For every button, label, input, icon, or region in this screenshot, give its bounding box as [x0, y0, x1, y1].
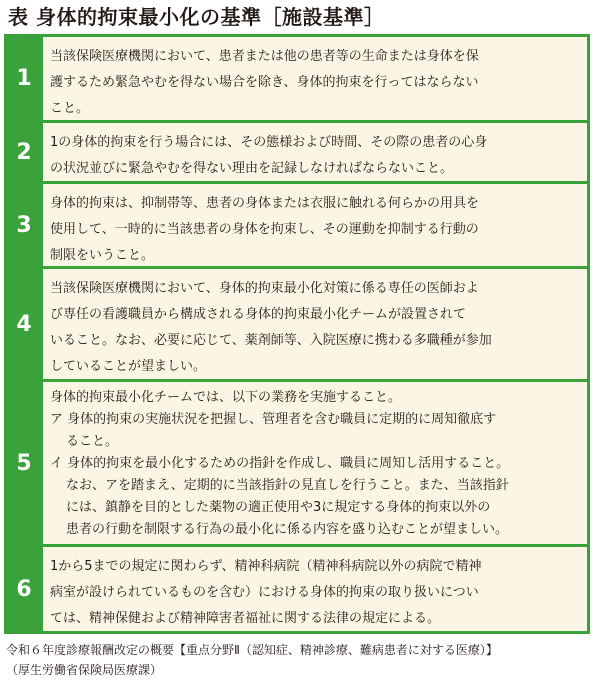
row-text-line: 病室が設けられているものを含む）における身体的拘束の取り扱いについ	[50, 585, 479, 600]
row-text-line: なお、アを踏まえ、定期的に当該指針の見直しを行うこと。また、当該指針	[66, 478, 509, 493]
row-text-line: ては、精神保健および精神障害者福祉に関する法律の規定による。	[50, 611, 441, 626]
row-number: 5	[16, 450, 32, 476]
row-text-item-i: イ 身体的拘束を最小化するための指針を作成し、職員に周知し活用すること。	[50, 456, 510, 471]
table-row-6	[7, 547, 587, 631]
row-text-line: 使用して、一時的に当該患者の身体を拘束し、その運動を抑制する行動の	[50, 222, 479, 237]
row-text-line: には、鎮静を目的とした薬物の適正使用や3に規定する身体的拘束以外の	[66, 500, 491, 515]
row-text	[43, 269, 587, 379]
row-text-line: 当該保険医療機関において、身体的拘束最小化対策に係る専任の医師およ	[50, 281, 479, 296]
table-row-3	[7, 184, 587, 266]
criteria-table	[4, 34, 590, 634]
table-row-1	[7, 37, 587, 120]
row-number: 1	[16, 66, 32, 91]
row-text-line: いること。なお、必要に応じて、薬剤師等、入院医療に携わる多職種が参加	[50, 333, 492, 348]
row-number: 3	[16, 212, 32, 238]
row-text-line: 1から5までの規定に関わらず、精神科病院（精神科病院以外の病院で精神	[50, 559, 482, 574]
source-note	[6, 640, 590, 680]
row-text-line: 制限をいうこと。	[50, 248, 155, 263]
row-number: 2	[16, 139, 32, 165]
row-number: 6	[16, 576, 32, 602]
row-text-line: 患者の行動を制限する行為の最小化に係る内容を盛り込むことが望ましい。	[66, 522, 509, 537]
row-text-line: 1の身体的拘束を行う場合には、その態様および時間、その際の患者の心身	[50, 135, 488, 150]
row-text	[43, 37, 587, 120]
row-text	[43, 123, 587, 181]
row-text-line: こと。	[50, 101, 90, 116]
row-text-item-a: ア 身体的拘束の実施状況を把握し、管理者を含む職員に定期的に周知徹底す	[50, 412, 497, 427]
table-row-4	[7, 269, 587, 379]
row-text	[43, 547, 587, 631]
row-text-line: 身体的拘束最小化チームでは、以下の業務を実施すること。	[50, 390, 402, 405]
row-text-line: の状況並びに緊急やむを得ない理由を記録しなければならないこと。	[50, 161, 454, 176]
table-row-5	[7, 382, 587, 544]
row-text	[43, 382, 587, 544]
row-text-line: び専任の看護職員から構成される身体的拘束最小化チームが設置されて	[50, 307, 467, 322]
source-line: 令和６年度診療報酬改定の概要【重点分野Ⅱ（認知症、精神診療、難病患者に対する医療）】	[6, 643, 498, 657]
row-number: 4	[16, 311, 32, 337]
row-text-line: ること。	[66, 434, 119, 449]
page-title: 表 身体的拘束最小化の基準［施設基準］	[8, 5, 385, 29]
row-text-line: していることが望ましい。	[50, 359, 207, 374]
table-row-2	[7, 123, 587, 181]
row-text-line: 当該保険医療機関において、患者または他の患者等の生命または身体を保	[50, 49, 479, 64]
source-line: （厚生労働省保険局医療課）	[6, 663, 163, 677]
row-text-line: 護するため緊急やむを得ない場合を除き、身体的拘束を行ってはならない	[50, 75, 479, 90]
row-text-line: 身体的拘束は、抑制帯等、患者の身体または衣服に触れる何らかの用具を	[50, 196, 480, 211]
row-text	[43, 184, 587, 266]
